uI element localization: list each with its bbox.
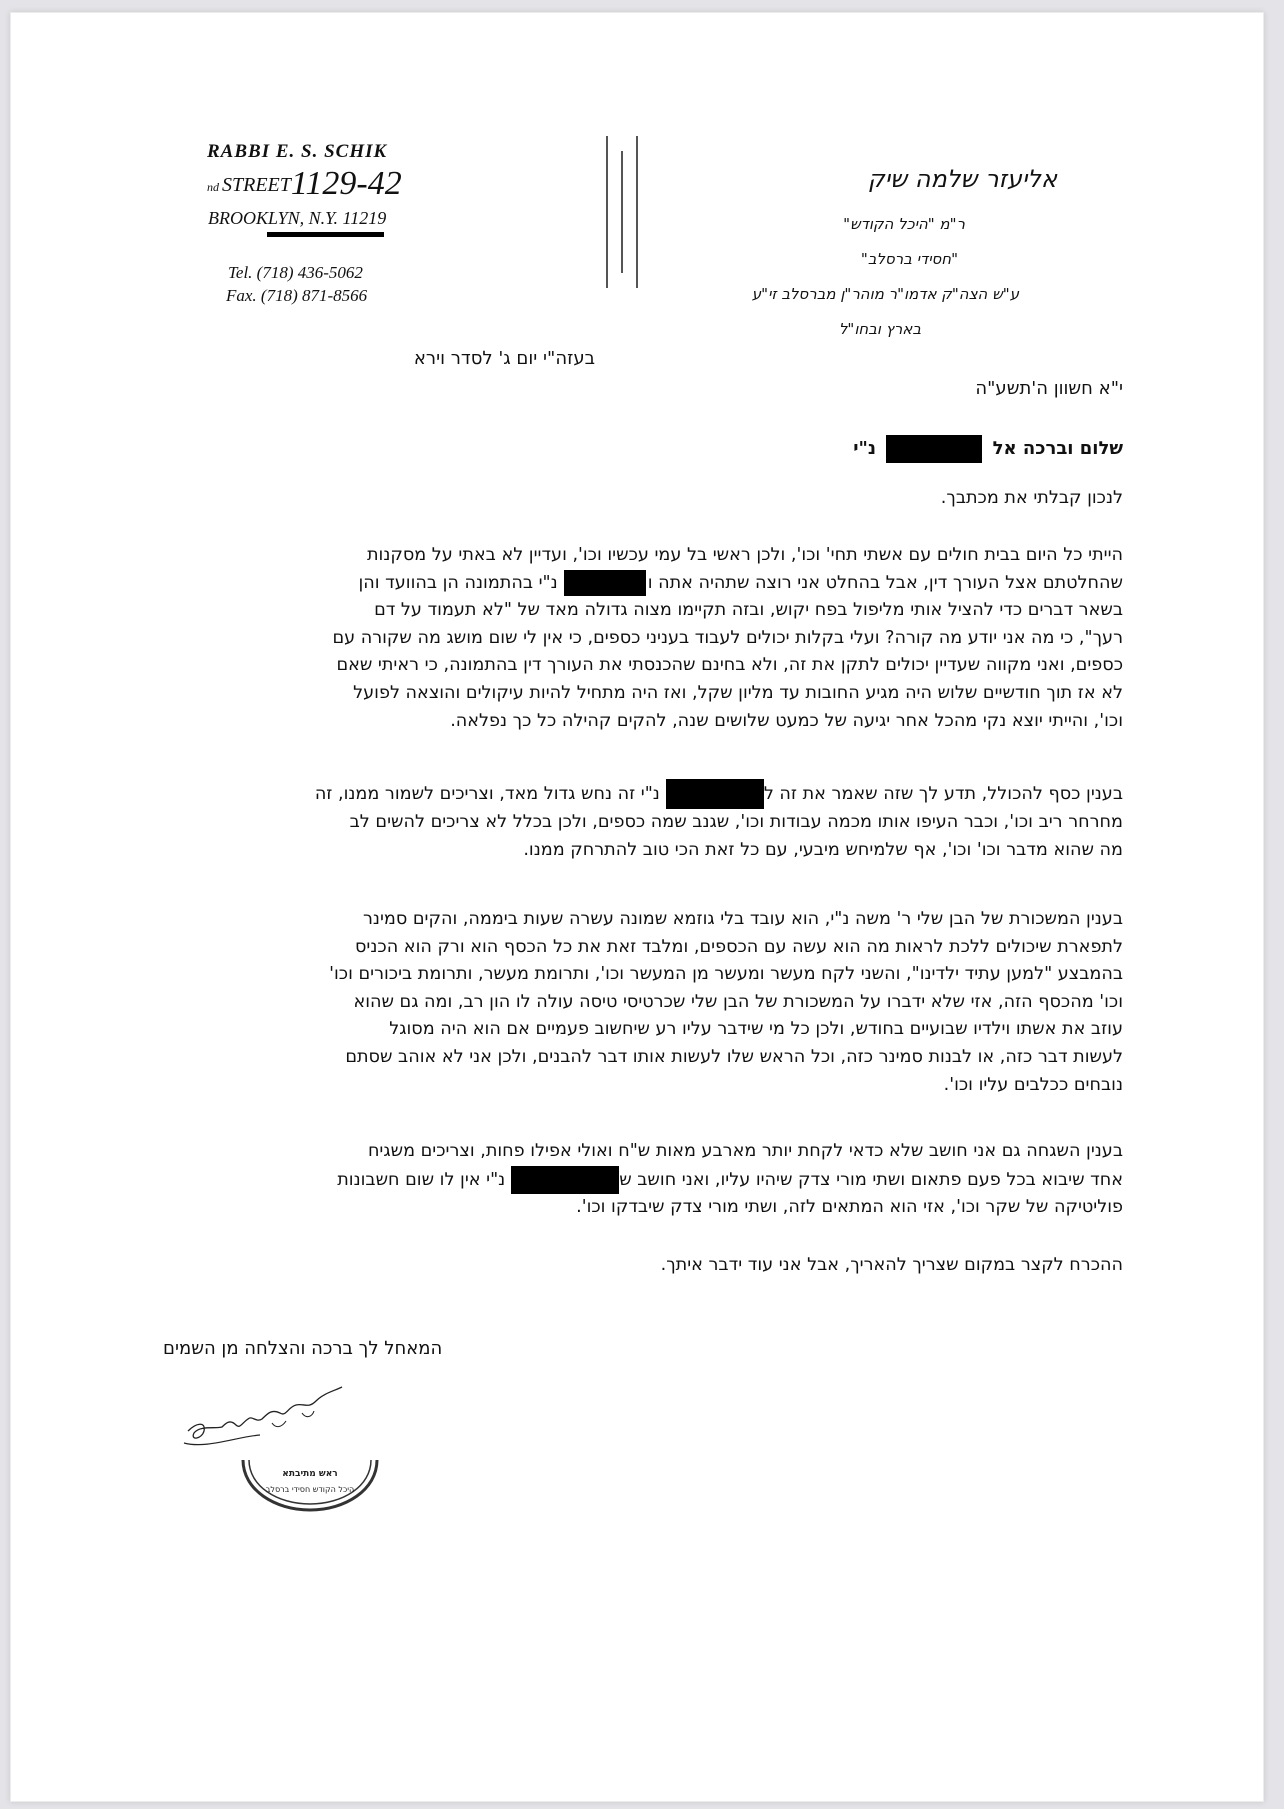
- paragraph-line: לתפארת שיכולים ללכת לראות מה הוא עשה עם הכספים, ומלבד זאת את כל הכסף הוא ורק הוא הכניס: [355, 936, 1123, 957]
- letterhead-hebrew-line3: ע"ש הצה"ק אדמו"ר מוהר"ן מברסלב זי"ע: [751, 285, 1019, 303]
- paragraph-son-salary: [113, 906, 1123, 1099]
- paragraph-line: שהחלטתם אצל העורך דין, אבל בהחלט אני רוצה שתהיה אתה ונ"י בהתמונה הן בהוועד והן: [113, 570, 1123, 598]
- stamp-line1: ראש מתיבתא: [282, 1469, 338, 1479]
- date-line-hebrew: י"א חשוון ה'תשע"ה: [975, 378, 1123, 399]
- stamp-line2: היכל הקודש חסידי ברסלב: [265, 1485, 355, 1494]
- street-word: STREET: [222, 174, 291, 196]
- address-underline-bar: [267, 232, 384, 237]
- letterhead-hebrew-line4: בארץ ובחו"ל: [838, 320, 921, 338]
- greeting-before: שלום וברכה אל: [992, 438, 1123, 459]
- letterhead-english-name: RABBI E. S. SCHIK: [207, 141, 388, 162]
- paragraph-line: נובחים ככלבים עליו וכו'.: [943, 1074, 1123, 1095]
- letterhead-hebrew-line1: ר"מ "היכל הקודש": [843, 215, 965, 233]
- letterhead-hebrew-line2: "חסידי ברסלב": [860, 250, 958, 268]
- street-suffix: nd: [207, 180, 219, 194]
- date-line-parsha: בעזה"י יום ג' לסדר וירא: [413, 348, 595, 369]
- paragraph-line: בענין המשכורת של הבן שלי ר' משה נ"י, הוא עובד בלי גוזמא שמונה עשרה שעות ביממה, והקים סמינר: [362, 909, 1123, 929]
- letter-page: [10, 12, 1264, 1802]
- paragraph-kollel-money: [113, 779, 1123, 864]
- paragraph-line: בענין השגחה גם אני חושב שלא כדאי לקחת יותר מארבע מאות ש"ח ואולי אפילו פחות, וצריכים משגיח: [367, 1141, 1123, 1161]
- paragraph-closing-note: ההכרח לקצר במקום שצריך להאריך, אבל אני עוד ידבר איתך.: [660, 1255, 1123, 1275]
- paragraph-line: אחד שיבוא בכל פעם פתאום ושתי מורי צדק שיהיו עליו, ואני חושב שנ"י אין לו שום חשבונות: [113, 1166, 1123, 1195]
- paragraph-line: רעך", כי מה אני יודע מה קורה? ועלי בקלות יכולים לעבוד בעניני כספים, כי אין לי שום מושג מה שקורה עם: [332, 627, 1123, 648]
- redaction-box: [886, 435, 982, 463]
- handwritten-signature: [176, 1383, 356, 1453]
- paragraph-line: מה שהוא מדבר וכו' וכו', אף שלמיחש מיבעי, עם כל זאת הכי טוב להתרחק ממנו.: [523, 839, 1123, 860]
- paragraph-line: בהמבצע "למען עתיד ילדינו", והשני לקח מעשר ומעשר מן המעשר וכו', ותרומת מעשר, ותרומת ביכורים וכו': [329, 964, 1123, 985]
- paragraph-line: עוזב את אשתו וילדיו שבועיים בחודש, ולכן כל מי שידבר עליו רע שיחשוב פעמיים אם הוא היה מסוגל: [389, 1019, 1123, 1040]
- paragraph-line: לעשות דבר כזה, או לבנות סמינר כזה, וכל הראש שלו לעשות אותו דבר להבנים, ולכן אני לא אוהב שסתם: [345, 1046, 1123, 1067]
- closing-blessing: המאחל לך ברכה והצלחה מן השמים: [163, 1338, 443, 1359]
- paragraph-line: פוליטיקה של שקר וכו', אזי הוא המתאים לזה, ושתי מורי צדק שיבדקו וכו'.: [576, 1197, 1123, 1218]
- paragraph-line: כספים, ואני מקווה שעדיין יכולים לתקן את זה, ולא בחינם שהכנסתי את העורך דין בהתמונה, כי ראיתי שאם: [336, 655, 1123, 676]
- paragraph-line: וכו' מהכסף הזה, אזי שלא ידברו על המשכורת של הבן שלי שכרטיסי טיסה עולה לו הון רב, ומה גם שהוא: [353, 991, 1123, 1012]
- letterhead-fax: Fax. (718) 871-8566: [226, 286, 368, 305]
- paragraph-line: לא אז תוך חודשיים שלוש היה מגיע החובות עד מליון שקל, ואז היה מתחיל להיות עיקולים והוצאה לפועל: [353, 682, 1123, 703]
- letterhead-city: BROOKLYN, N.Y. 11219: [208, 208, 387, 228]
- paragraph-line: הייתי כל היום בבית חולים עם אשתי תחי' וכו', ולכן ראשי בל עמי עכשיו וכו', ועדיין לא באתי על מסקנות: [366, 545, 1123, 565]
- opening-line: לנכון קבלתי את מכתבך.: [940, 488, 1123, 508]
- letterhead-street: [207, 165, 402, 203]
- divider-line-middle: [621, 151, 623, 273]
- greeting-line: [853, 435, 1123, 463]
- paragraph-line: בשאר דברים כדי להציל אותי מליפול בפח יקוש, ובזה תקיימו מצוה גדולה מאד של "לא תעמוד על דם: [374, 600, 1123, 621]
- paragraph-line: וכו', והייתי יוצא נקי מהכל אחר יגיעה של כמעט שלושים שנה, להקים קהילה כל כך נפלאה.: [450, 710, 1123, 731]
- letterhead-hebrew-name: אליעזר שלמה שיק: [867, 165, 1057, 193]
- divider-line-right: [636, 136, 638, 288]
- street-number: 1129-42: [290, 165, 402, 202]
- redaction-box: [511, 1166, 619, 1194]
- paragraph-line: מחרחר ריב וכו', וכבר העיפו אותו מכמה עבודות וכו', שגנב שמה כספים, ולכן בכלל לא צריכים להשים לב: [349, 812, 1123, 832]
- letterhead-tel: Tel. (718) 436-5062: [228, 263, 363, 282]
- redaction-box: [666, 779, 764, 809]
- paragraph-hospital: [113, 542, 1123, 735]
- rabbinical-stamp: [235, 1456, 385, 1516]
- greeting-after: נ"י: [853, 438, 877, 459]
- divider-line-left: [606, 136, 608, 288]
- paragraph-line: בענין כסף להכולל, תדע לך שזה שאמר את זה לנ"י זה נחש גדול מאד, וצריכים לשמור ממנו, זה: [113, 779, 1123, 809]
- paragraph-hashgacha: [113, 1138, 1123, 1222]
- redaction-box: [564, 570, 646, 596]
